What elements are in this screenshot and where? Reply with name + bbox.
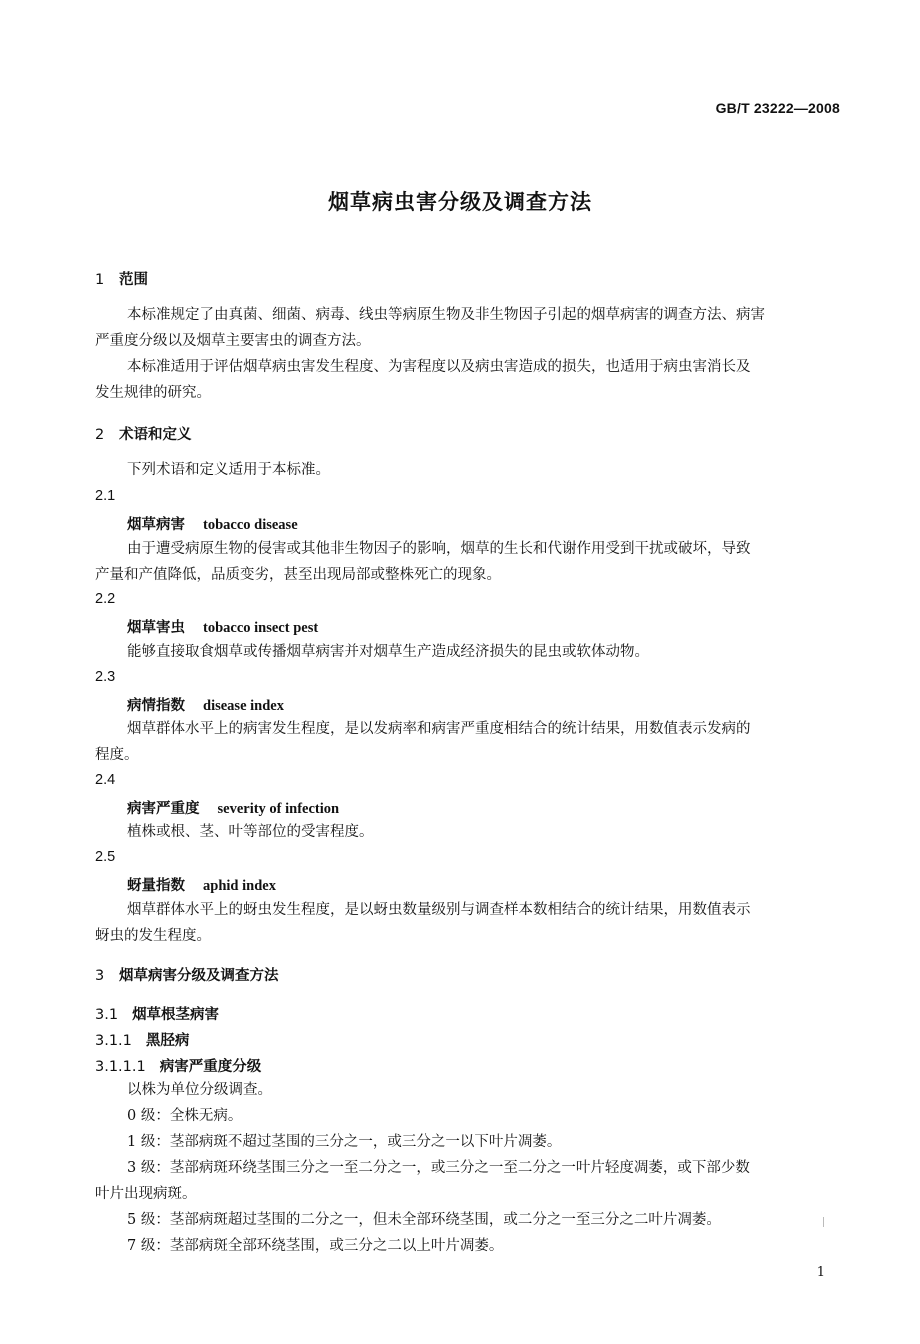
section-number: 3.1 [95,1007,119,1023]
term-en: tobacco disease [203,517,298,533]
term-en: disease index [203,698,284,714]
definition-line: 由于遭受病原生物的侵害或其他非生物因子的影响，烟草的生长和代谢作用受到干扰或破坏，导致 [127,541,751,557]
term-zh: 病害严重度 [127,801,200,817]
paragraph-line: 下列术语和定义适用于本标准。 [127,462,330,478]
section-title: 范围 [119,272,148,288]
section-number: 2 [95,427,105,443]
definition-line: 植株或根、茎、叶等部位的受害程度。 [127,824,374,840]
section-title: 黑胫病 [145,1033,190,1049]
grade-3-line1: 3 级：茎部病斑环绕茎围三分之一至二分之一，或三分之一至二分之一叶片轻度凋萎，或下部少数 [127,1160,750,1176]
grade-5: 5 级：茎部病斑超过茎围的二分之一，但未全部环绕茎围，或二分之一至三分之二叶片凋萎。 [127,1212,721,1228]
definition-line: 蚜虫的发生程度。 [95,928,211,944]
section-title: 烟草根茎病害 [132,1007,220,1023]
term-number: 2.2 [95,591,116,607]
grade-1: 1 级：茎部病斑不超过茎围的三分之一，或三分之一以下叶片凋萎。 [127,1134,562,1150]
term-zh: 烟草病害 [127,517,185,533]
section-title: 烟草病害分级及调查方法 [119,968,279,984]
grade-intro: 以株为单位分级调查。 [127,1082,272,1098]
section-number: 3.1.1.1 [95,1059,146,1075]
term-en: severity of infection [217,801,340,817]
section-title: 术语和定义 [119,427,192,443]
definition-line: 程度。 [95,747,139,763]
term-zh: 病情指数 [127,698,185,714]
term-2-5 [127,874,276,895]
term-2-2 [127,616,318,637]
term-number: 2.3 [95,669,116,685]
paragraph-line: 严重度分级以及烟草主要害虫的调查方法。 [95,333,371,349]
term-2-1 [127,513,298,534]
definition-line: 能够直接取食烟草或传播烟草病害并对烟草生产造成经济损失的昆虫或软体动物。 [127,644,649,660]
section-1-heading [95,268,148,289]
definition-line: 烟草群体水平上的病害发生程度，是以发病率和病害严重度相结合的统计结果，用数值表示发病的 [127,721,751,737]
page-number: 1 [816,1265,825,1280]
grade-7: 7 级：茎部病斑全部环绕茎围，或三分之二以上叶片凋萎。 [127,1238,504,1254]
term-zh: 蚜量指数 [127,878,185,894]
section-number: 1 [95,272,105,288]
term-2-3 [127,694,284,715]
term-en: aphid index [203,878,276,894]
term-2-4 [127,797,339,818]
document-title: 烟草病虫害分级及调查方法 [328,190,592,214]
grade-0: 0 级：全株无病。 [127,1108,243,1124]
section-number: 3 [95,968,105,984]
grade-3-line2: 叶片出现病斑。 [95,1186,197,1202]
paragraph-line: 本标准适用于评估烟草病虫害发生程度、为害程度以及病虫害造成的损失，也适用于病虫害消长及 [127,359,751,375]
term-zh: 烟草害虫 [127,620,185,636]
term-number: 2.4 [95,772,116,788]
scan-mark [823,1217,824,1227]
subsection-3-1-heading [95,1003,219,1024]
standard-number: GB/T 23222—2008 [715,100,840,116]
term-number: 2.5 [95,849,116,865]
subsection-3-1-1-1-heading [95,1055,261,1076]
section-title: 病害严重度分级 [159,1059,262,1075]
term-number: 2.1 [95,488,116,504]
section-2-heading [95,423,192,444]
section-3-heading [95,964,279,985]
paragraph-line: 本标准规定了由真菌、细菌、病毒、线虫等病原生物及非生物因子引起的烟草病害的调查方法、病害 [127,307,765,323]
definition-line: 产量和产值降低，品质变劣，甚至出现局部或整株死亡的现象。 [95,567,501,583]
term-en: tobacco insect pest [203,620,319,636]
subsection-3-1-1-heading [95,1029,189,1050]
section-number: 3.1.1 [95,1033,132,1049]
paragraph-line: 发生规律的研究。 [95,385,211,401]
definition-line: 烟草群体水平上的蚜虫发生程度，是以蚜虫数量级别与调查样本数相结合的统计结果，用数值表示 [127,902,751,918]
